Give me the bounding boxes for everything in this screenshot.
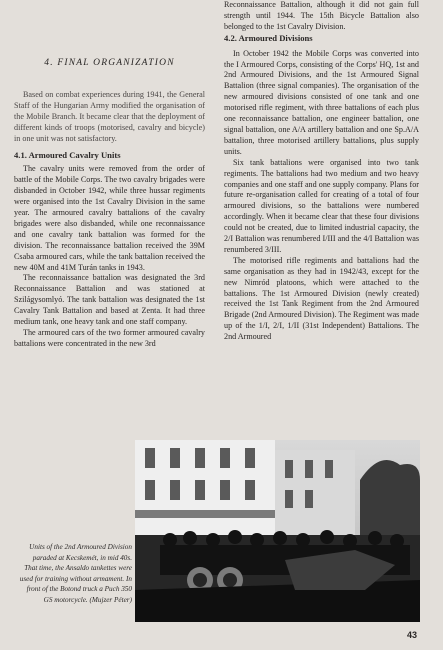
continued-paragraph: Reconnaissance Battalion, although it did not gain full strength until 1944. The 15th Bicycle Battalion also belonged to the 1st Cavalry Division. (224, 0, 419, 31)
parade-photo (135, 440, 420, 622)
section-2-paragraph: In October 1942 the Mobile Corps was converted into the I Armoured Corps, consisting of the Corps' HQ, 1st and 2nd Armoured Divisions, and the 1st Armoured Signal Battalion (three signal companies). The organisation of the new armoured divisions consisted of one tank and one motorised rifle regiment, with three battalions of each plus one reconnaissance battalion, one engineer battalion, one signal battalion, one A/A artillery battalion and one Sp.A/A battalion, three motorised artillery battalions, plus supply units. (224, 48, 419, 156)
section-1-paragraph: The cavalry units were removed from the order of battle of the Mobile Corps. The two cavalry brigades were disbanded in October 1942, while three hussar regiments were organised into the 1st Cavalry Division in the same year. The armoured cavalry battalions of the cavalry brigades were also disbanded, while one reconnaissance and one cavalry tank battalion was formed for the division. The reconnaissance battalion received the 39M Csaba armoured cars, while the tank battalion received the new 40M and 41M Turán tanks in 1943. (14, 164, 205, 272)
right-column (224, 0, 419, 343)
page-number: 43 (407, 630, 418, 640)
section-heading-armoured-cavalry: 4.1. Armoured Cavalry Units (14, 150, 121, 161)
section-2-paragraph: The motorised rifle regiments and battalions had the same organisation as they had in 1942/43, except for the new Nimród platoons, which were attached to the battalions. The 1st Armoured Division (newly created) received the 1st Tank Regiment from the 2nd Armoured Brigade (2nd Armoured Division). The Regiment was made up of the 1/I, 2/I, 1/II (31st Independent) Battalions. The 2nd Armoured (224, 255, 419, 342)
intro-paragraph: Based on combat experiences during 1941, the General Staff of the Hungarian Army modified the organisation of the Mobile Branch. It became clear that the deployment of different kinds of troops (motorised, cavalry and bicycle) in one unit was not satisfactory. (14, 89, 205, 143)
section-1-paragraph: The armoured cars of the two former armoured cavalry battalions were concentrated in the new 3rd (14, 327, 205, 348)
section-heading-armoured-divisions: 4.2. Armoured Divisions (224, 32, 313, 43)
left-column (14, 0, 205, 350)
section-2-paragraph: Six tank battalions were organised into two tank regiments. The battalions had two medium and two heavy companies and one staff and one supply company. Plans for future re-organisation called for creating of a total of four armoured divisions, so the battalions were numbered accordingly. When it became clear that these four divisions could not be created, due to limited industrial capacity, the 2/I Battalion was renumbered I/III and the 4/I Battalion was renumbered 3/III. (224, 157, 419, 254)
chapter-title: 4. FINAL ORGANIZATION (44, 58, 175, 68)
photo-caption: Units of the 2nd Armoured Division paraded at Kecskemét, in mid 40s. That time, the Ansaldo tankettes were used for training without armament. In front of the Botond truck a Puch 350 GS motorcycle. (Mujzer Péter) (19, 543, 132, 604)
section-1-paragraph: The reconnaissance battalion was designated the 3rd Reconnaissance Battalion and was stationed at Szilágysomlyó. The tank battalion was designated the 1st Cavalry Tank Battalion and based at Zenta. It had three medium tank, one heavy tank and one staff company. (14, 273, 205, 327)
parade-photo-illustration (135, 440, 420, 622)
